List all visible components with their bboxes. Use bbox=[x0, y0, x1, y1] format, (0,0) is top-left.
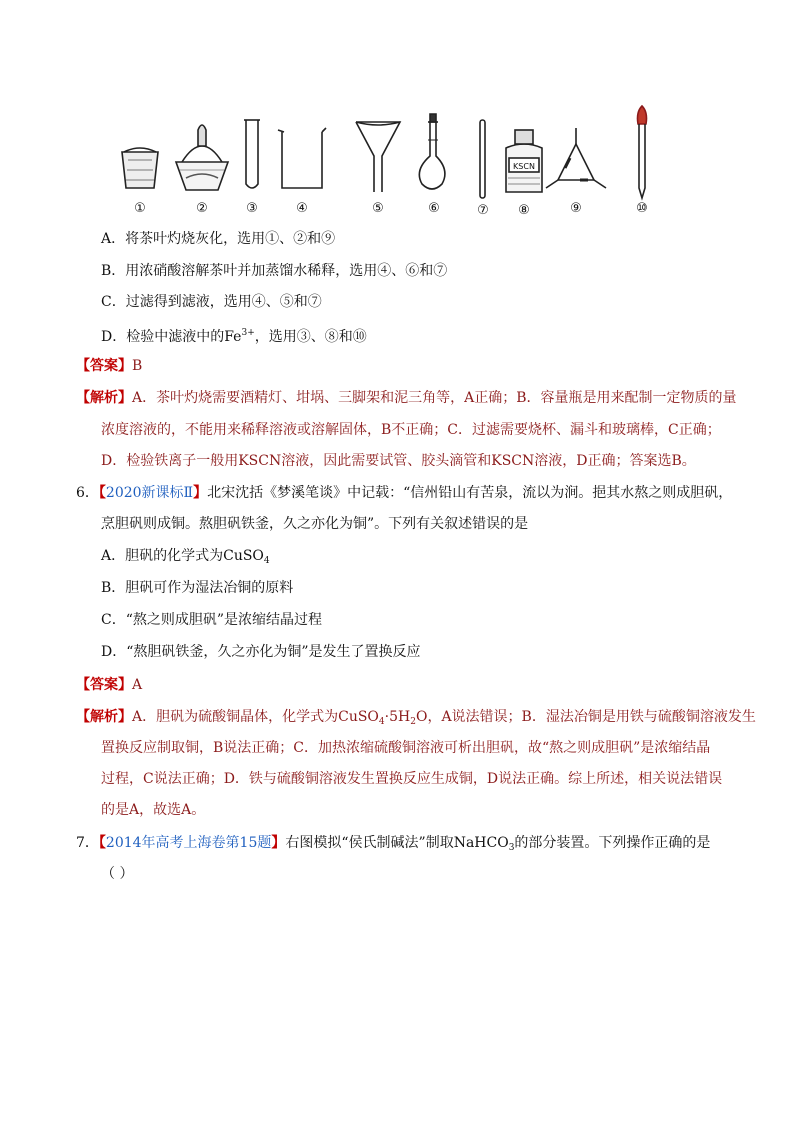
apparatus-label-2: ② bbox=[196, 201, 208, 216]
q5-option-d-charge: 3+ bbox=[241, 328, 255, 338]
analysis-text-b: ·5H bbox=[384, 709, 411, 725]
q5-analysis-line-1 bbox=[76, 388, 737, 408]
reagent-bottle-icon bbox=[506, 130, 542, 192]
answer-tag: 【答案】 bbox=[76, 677, 132, 693]
apparatus-label-8: ⑧ bbox=[518, 203, 530, 218]
q6-stem-text: 北宋沈括《梦溪笔谈》中记载：“信州铅山有苦泉，流以为涧。挹其水熬之则成胆矾， bbox=[207, 485, 733, 501]
apparatus-label-4: ④ bbox=[296, 201, 308, 216]
bottle-label: KSCN bbox=[513, 162, 535, 171]
q6-option-a-sub: 4 bbox=[263, 556, 270, 566]
q6-option-c: C．“熬之则成胆矾”是浓缩结晶过程 bbox=[101, 612, 323, 628]
apparatus-label-5: ⑤ bbox=[372, 201, 384, 216]
q6-stem-line-1 bbox=[76, 483, 732, 503]
q7-stem-text: 右图模拟“侯氏制碱法”制取NaHCO bbox=[285, 835, 509, 851]
clay-triangle-icon bbox=[546, 128, 606, 188]
q6-analysis-line-1 bbox=[76, 707, 756, 732]
q6-option-a-text: A．胆矾的化学式为CuSO bbox=[101, 548, 264, 564]
apparatus-label-1: ① bbox=[134, 201, 146, 216]
apparatus-label-6: ⑥ bbox=[428, 201, 440, 216]
q7-source-close: 】 bbox=[271, 835, 286, 851]
q6-source-open: 【 bbox=[98, 485, 106, 501]
q5-option-d-text: D．检验中滤液中的Fe bbox=[101, 329, 242, 345]
q5-answer bbox=[76, 356, 142, 376]
analysis-text-a: A．胆矾为硫酸铜晶体，化学式为CuSO bbox=[132, 709, 379, 725]
q5-option-d-tail: ，选用③、⑧和⑩ bbox=[254, 329, 367, 345]
beaker-icon bbox=[278, 128, 326, 188]
q5-analysis-line-3: D．检验铁离子一般用KSCN溶液，因此需要试管、胶头滴管和KSCN溶液，D正确；答案选B。 bbox=[101, 453, 696, 469]
q6-source: 2020新课标Ⅱ bbox=[105, 485, 194, 501]
q6-analysis-line-2: 置换反应制取铜，B说法正确；C．加热浓缩硫酸铜溶液可析出胆矾，故“熬之则成胆矾”是浓缩结晶 bbox=[101, 740, 711, 756]
q7-source-open: 【 bbox=[98, 835, 106, 851]
q5-option-b: B．用浓硝酸溶解茶叶并加蒸馏水稀释，选用④、⑥和⑦ bbox=[101, 263, 448, 279]
q5-option-c: C．过滤得到滤液，选用④、⑤和⑦ bbox=[101, 294, 322, 310]
q7-source: 2014年高考上海卷第15题 bbox=[105, 835, 272, 851]
q6-analysis-line-4: 的是A，故选A。 bbox=[101, 802, 206, 818]
analysis-tag: 【解析】 bbox=[76, 390, 132, 406]
lab-apparatus-figure bbox=[110, 100, 670, 218]
q6-source-close: 】 bbox=[193, 485, 208, 501]
q7-answer-blank: （ ） bbox=[101, 866, 134, 882]
q5-analysis-line-2: 浓度溶液的，不能用来稀释溶液或溶解固体，B不正确；C．过滤需要烧杯、漏斗和玻璃棒，C正确； bbox=[101, 422, 721, 438]
dropper-icon bbox=[638, 106, 647, 198]
q6-option-b: B．胆矾可作为湿法冶铜的原料 bbox=[101, 580, 294, 596]
apparatus-label-3: ③ bbox=[246, 201, 258, 216]
analysis-tag: 【解析】 bbox=[76, 709, 132, 725]
answer-tag: 【答案】 bbox=[76, 358, 132, 374]
alcohol-lamp-icon bbox=[176, 125, 228, 190]
funnel-icon bbox=[356, 122, 400, 192]
q6-answer bbox=[76, 675, 142, 695]
q6-option-d: D．“熬胆矾铁釜，久之亦化为铜”是发生了置换反应 bbox=[101, 644, 421, 660]
analysis-text: A．茶叶灼烧需要酒精灯、坩埚、三脚架和泥三角等，A正确；B．容量瓶是用来配制一定物质的量 bbox=[132, 390, 737, 406]
glass-rod-icon bbox=[480, 120, 485, 198]
q7-stem-tail: 的部分装置。下列操作正确的是 bbox=[514, 835, 711, 851]
q6-stem-line-2: 烹胆矾则成铜。熬胆矾铁釜，久之亦化为铜”。下列有关叙述错误的是 bbox=[101, 516, 529, 532]
volumetric-flask-icon bbox=[419, 114, 445, 189]
q7-stem-sub: 3 bbox=[508, 843, 515, 853]
test-tube-icon bbox=[244, 120, 260, 188]
answer-value: B bbox=[132, 358, 143, 374]
q7-number: 7． bbox=[76, 835, 99, 851]
q5-option-d bbox=[101, 323, 367, 347]
q5-option-a: A．将茶叶灼烧灰化，选用①、②和⑨ bbox=[101, 231, 336, 247]
q6-option-a bbox=[101, 546, 270, 571]
apparatus-label-7: ⑦ bbox=[477, 203, 489, 218]
q7-stem-line-1 bbox=[76, 833, 710, 858]
q6-analysis-line-3: 过程，C说法正确；D．铁与硫酸铜溶液发生置换反应生成铜，D说法正确。综上所述，相关说法错误 bbox=[101, 771, 723, 787]
analysis-text-c: O，A说法错误；B．湿法冶铜是用铁与硫酸铜溶液发生 bbox=[415, 709, 756, 725]
crucible-icon bbox=[122, 148, 158, 188]
q6-number: 6． bbox=[76, 485, 99, 501]
apparatus-label-10: ⑩ bbox=[636, 201, 648, 216]
analysis-sub-1: 4 bbox=[378, 717, 385, 727]
apparatus-label-9: ⑨ bbox=[570, 201, 582, 216]
analysis-sub-2: 2 bbox=[410, 717, 416, 727]
answer-value: A bbox=[132, 677, 143, 693]
